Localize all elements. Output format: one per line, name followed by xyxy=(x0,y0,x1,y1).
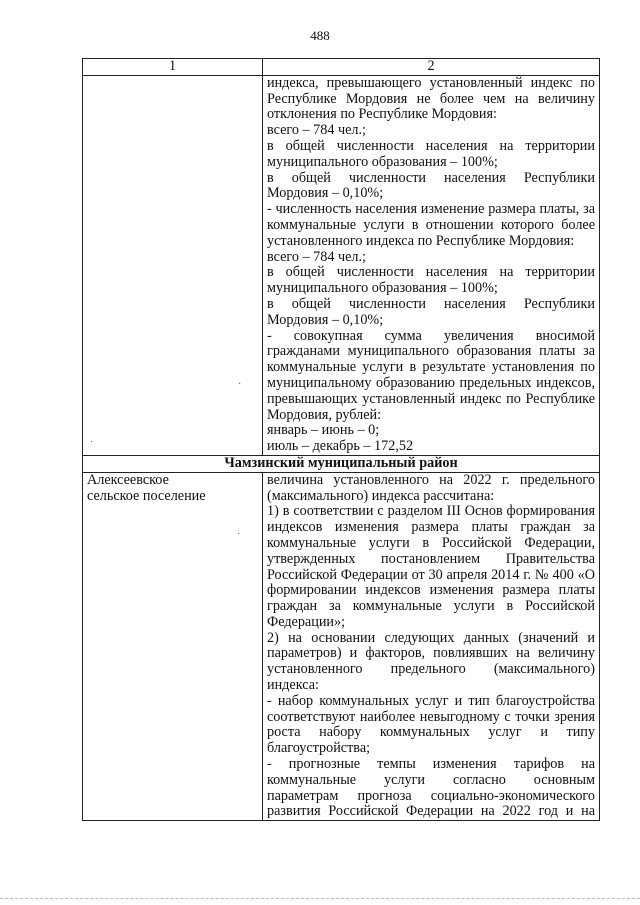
scan-speck: · xyxy=(237,529,241,540)
text-line: - набор коммунальных услуг и тип благоустройства xyxy=(267,692,595,709)
scan-edge-line xyxy=(0,898,640,900)
text-line: в общей численности населения Республики xyxy=(267,295,595,312)
description-cell-continued xyxy=(263,75,600,455)
text-line: благоустройства; xyxy=(267,740,371,757)
text-line: в общей численности населения на территории xyxy=(267,264,595,281)
text-line: январь – июнь – 0; xyxy=(267,422,380,439)
text-line: Мордовия – 0,10%; xyxy=(267,185,384,202)
text-line: развития Российской Федерации на 2022 год и на xyxy=(267,803,595,820)
text-line: (максимального) индекса рассчитана: xyxy=(267,487,495,504)
text-line: параметрам прогноза социально-экономического xyxy=(267,787,595,804)
table-row-alekseevskoe xyxy=(83,472,600,821)
description-cell xyxy=(263,472,600,821)
text-line: коммунальные услуги в отношении которого более xyxy=(267,216,595,233)
text-line: индексов изменения размера платы граждан за xyxy=(267,519,595,536)
text-line: Мордовия – 0,10%; xyxy=(267,311,384,328)
text-line: Федерации»; xyxy=(267,613,346,630)
index-table xyxy=(82,58,600,821)
text-line: муниципальному образованию предельных индексов, xyxy=(267,374,595,391)
page-number: 488 xyxy=(310,28,330,43)
text-line: 1) в соответствии с разделом III Основ формирования xyxy=(267,503,595,520)
text-line: превышающих установленный индекс по Республике xyxy=(267,390,595,407)
text-line: индекса, превышающего установленный индекс по xyxy=(267,74,595,91)
scan-speck: · xyxy=(238,379,242,390)
municipality-name-line: Алексеевское xyxy=(87,471,169,488)
text-line: установленного предельного (максимального) xyxy=(267,661,595,678)
text-line: Республике Мордовия не более чем на величину xyxy=(267,90,595,107)
text-line: - совокупная сумма увеличения вносимой xyxy=(267,327,595,344)
text-line: - прогнозные темпы изменения тарифов на xyxy=(267,756,595,773)
text-line: коммунальные услуги в результате установления по xyxy=(267,359,595,376)
column-header-1: 1 xyxy=(83,59,263,76)
municipality-cell xyxy=(83,472,263,821)
text-line: величина установленного на 2022 г. предельного xyxy=(267,471,595,488)
text-line: муниципального образования – 100%; xyxy=(267,280,498,297)
text-line: в общей численности населения Республики xyxy=(267,169,595,186)
text-line: отклонения по Республике Мордовия: xyxy=(267,106,497,123)
table-row-continued xyxy=(83,75,600,455)
text-line: индекса: xyxy=(267,677,319,694)
text-line: всего – 784 чел.; xyxy=(267,248,366,265)
text-line: формировании индексов изменения размера платы xyxy=(267,582,595,599)
text-line: муниципального образования – 100%; xyxy=(267,153,498,170)
text-line: 2) на основании следующих данных (значений и xyxy=(267,629,595,646)
table-header-row xyxy=(83,59,600,76)
text-line: в общей численности населения на территории xyxy=(267,137,595,154)
municipality-name-line: сельское поселение xyxy=(87,487,206,504)
text-line: установленного индекса по Республике Мордовия: xyxy=(267,232,575,249)
column-header-2: 2 xyxy=(263,59,600,76)
text-line: параметров) и факторов, повлиявших на величину xyxy=(267,645,595,662)
text-line: коммунальные услуги согласно основным xyxy=(267,771,595,788)
district-title: Чамзинский муниципальный район xyxy=(83,455,600,472)
municipality-cell-empty xyxy=(83,75,263,455)
text-line: Российской Федерации от 30 апреля 2014 г. № 400 «О xyxy=(267,566,595,583)
scan-speck: · xyxy=(90,437,94,448)
text-line: роста набору коммунальных услуг и типу xyxy=(267,724,595,741)
text-line: июль – декабрь – 172,52 xyxy=(267,438,414,455)
text-line: соответствуют наиболее невыгодному с точки зрения xyxy=(267,708,595,725)
text-line: утвержденных постановлением Правительства xyxy=(267,550,595,567)
section-header-row xyxy=(83,455,600,472)
text-line: Мордовия, рублей: xyxy=(267,406,382,423)
text-line: гражданами муниципального образования платы за xyxy=(267,343,595,360)
text-line: всего – 784 чел.; xyxy=(267,122,366,139)
text-line: - численность населения изменение размера платы, за xyxy=(267,201,595,218)
text-line: граждан за коммунальные услуги в Российской xyxy=(267,598,595,615)
text-line: коммунальные услуги в Российской Федерации, xyxy=(267,534,595,551)
